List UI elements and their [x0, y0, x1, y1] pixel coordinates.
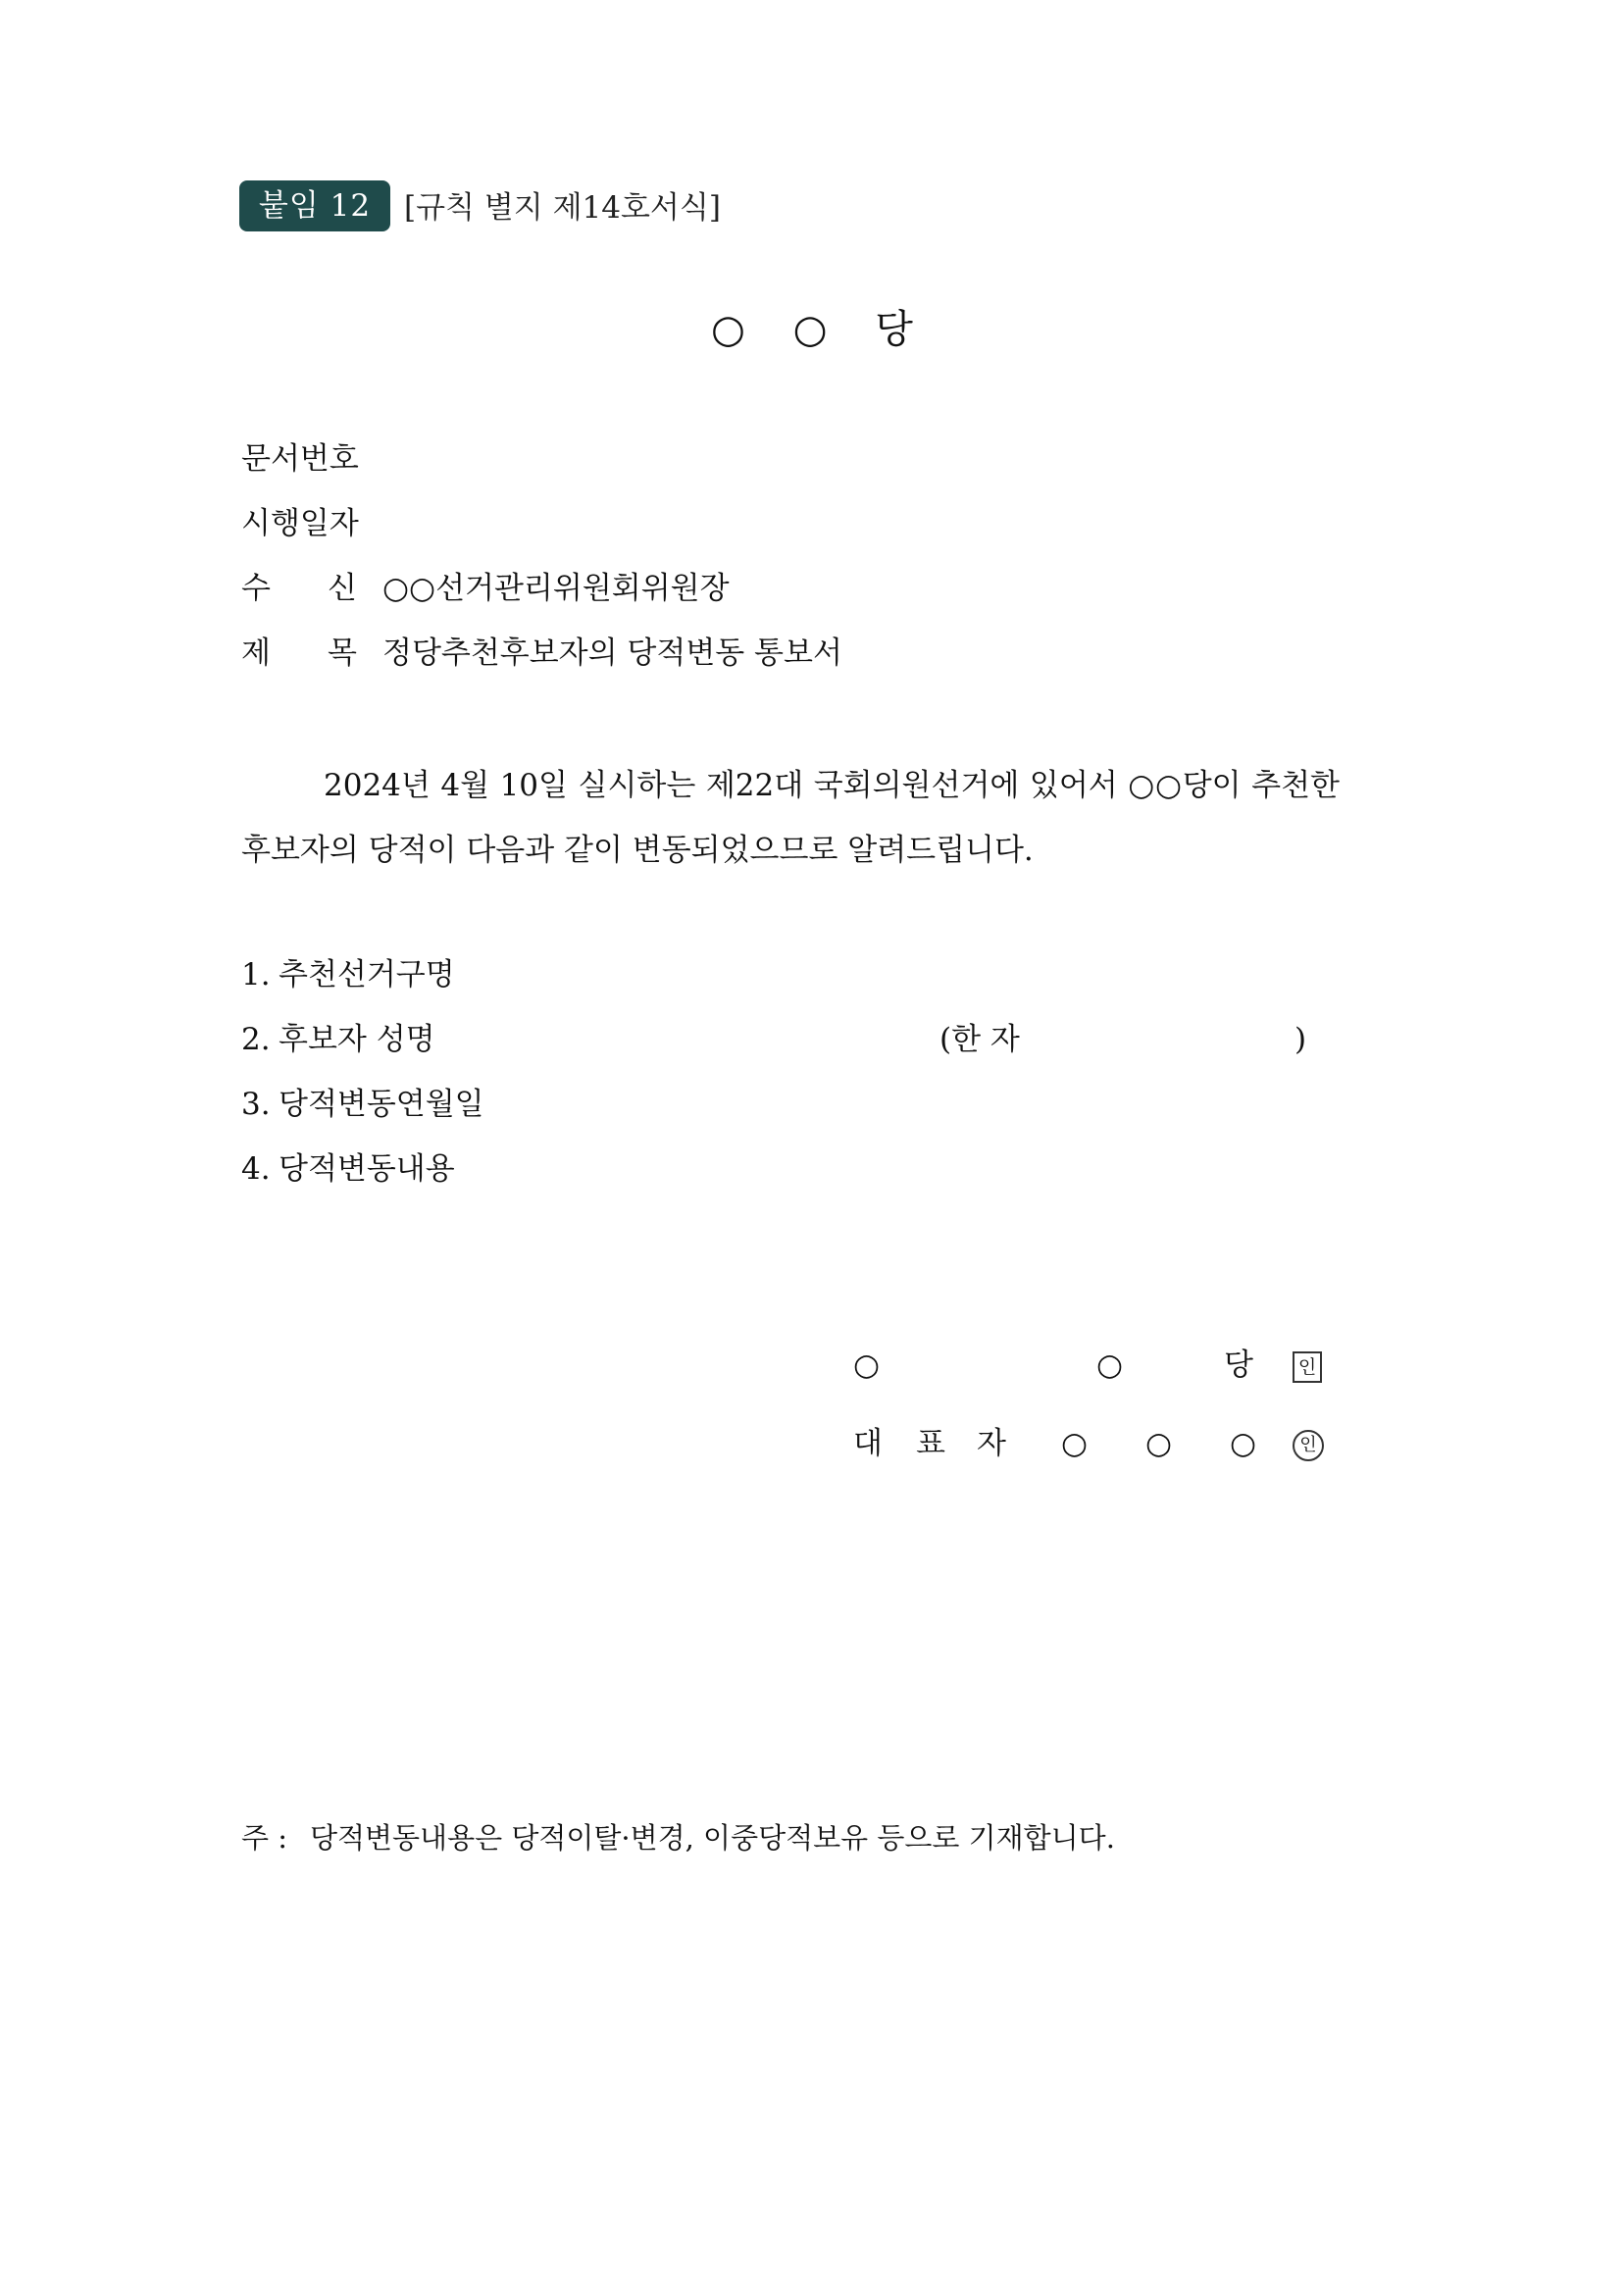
date-line	[241, 502, 359, 545]
sig-party-circle-2: ○	[1096, 1348, 1124, 1383]
date-label: 시행일자	[241, 506, 359, 541]
hanja-close-paren: )	[1294, 1022, 1307, 1057]
doc-number-line	[241, 437, 359, 481]
hanja-open-label: (한 자	[939, 1022, 1020, 1057]
title-circle-2: ○	[792, 307, 828, 352]
subject-line	[241, 632, 842, 675]
sig-rep-1: 대	[853, 1426, 883, 1461]
recipient-label: 수 신	[241, 571, 357, 606]
item-constituency: 1. 추천선거구명	[241, 957, 455, 992]
document-title	[0, 300, 1624, 359]
recipient-line	[241, 567, 730, 610]
sig-rep-circle-1: ○	[1061, 1426, 1089, 1461]
subject-value: 정당추천후보자의 당적변동 통보서	[382, 636, 842, 671]
attachment-badge: 붙임 12	[239, 180, 390, 231]
sig-rep-2: 표	[916, 1426, 945, 1461]
sig-rep-3: 자	[977, 1426, 1006, 1461]
title-circle-1: ○	[711, 307, 745, 352]
sig-party-seal	[1293, 1344, 1322, 1387]
sig-rep-circle-3: ○	[1230, 1426, 1257, 1461]
item-change-date: 3. 당적변동연월일	[241, 1087, 484, 1122]
recipient-value: ○○선거관리위원회위원장	[382, 571, 730, 606]
sig-party-suffix: 당	[1224, 1348, 1253, 1383]
footnote	[241, 1816, 1115, 1859]
item-candidate-name: 2. 후보자 성명	[241, 1022, 435, 1057]
form-reference: [규칙 별지 제14호서식]	[404, 190, 721, 226]
body-paragraph: 2024년 4월 10일 실시하는 제22대 국회의원선거에 있어서 ○○당이 추천한 후보자의 당적이 다음과 같이 변동되었으므로 알려드립니다.	[241, 768, 1340, 868]
sig-rep-circle-2: ○	[1145, 1426, 1173, 1461]
item-change-content: 4. 당적변동내용	[241, 1151, 455, 1187]
sig-rep-seal	[1293, 1422, 1324, 1465]
doc-number-label: 문서번호	[241, 441, 359, 477]
sig-party-circle-1: ○	[853, 1348, 881, 1383]
footnote-text: 당적변동내용은 당적이탈·변경, 이중당적보유 등으로 기재합니다.	[310, 1821, 1115, 1855]
seal-square-icon: 인	[1293, 1351, 1322, 1383]
footnote-prefix: 주 :	[241, 1821, 288, 1855]
subject-label: 제 목	[241, 636, 357, 671]
title-party-suffix: 당	[875, 307, 913, 352]
seal-round-icon: 인	[1293, 1430, 1324, 1461]
